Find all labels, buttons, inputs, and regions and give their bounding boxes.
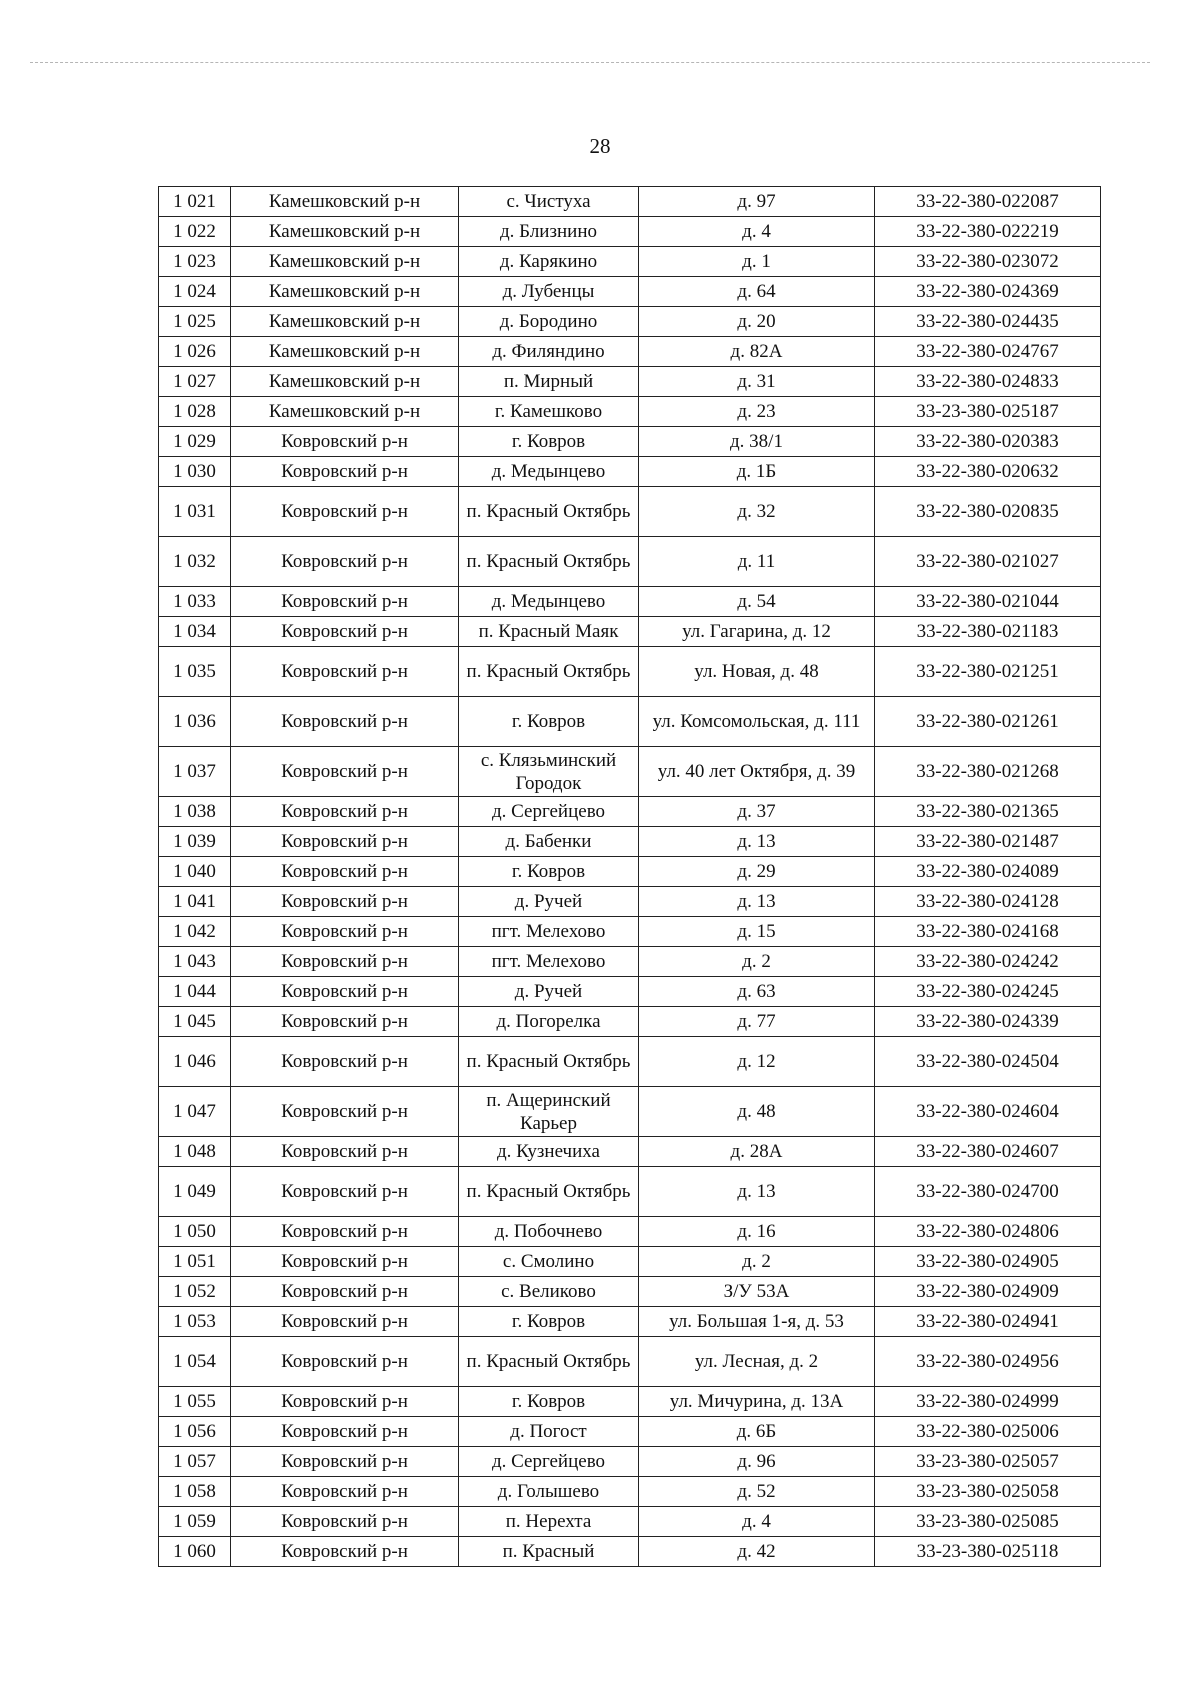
district-cell: Ковровский р-н [231,1277,459,1307]
address-cell: д. 64 [639,277,875,307]
locality-cell: д. Медынцево [459,457,639,487]
cadastral-id-cell: 33-22-380-021365 [875,797,1101,827]
locality-cell: д. Голышево [459,1477,639,1507]
row-number-cell: 1 026 [159,337,231,367]
table-row [159,1537,1101,1567]
address-cell: д. 38/1 [639,427,875,457]
locality-cell: д. Кузнечиха [459,1137,639,1167]
district-cell: Камешковский р-н [231,277,459,307]
row-number-cell: 1 055 [159,1387,231,1417]
address-cell: д. 31 [639,367,875,397]
cadastral-id-cell: 33-22-380-024369 [875,277,1101,307]
address-cell: д. 23 [639,397,875,427]
cadastral-id-cell: 33-22-380-021027 [875,537,1101,587]
cadastral-id-cell: 33-22-380-024604 [875,1087,1101,1137]
table-row [159,697,1101,747]
locality-cell: с. Клязьминский Городок [459,747,639,797]
district-cell: Ковровский р-н [231,1217,459,1247]
address-cell: З/У 53А [639,1277,875,1307]
cadastral-id-cell: 33-23-380-025187 [875,397,1101,427]
address-cell: д. 54 [639,587,875,617]
row-number-cell: 1 037 [159,747,231,797]
address-cell: д. 4 [639,1507,875,1537]
district-cell: Камешковский р-н [231,217,459,247]
cadastral-id-cell: 33-23-380-025057 [875,1447,1101,1477]
table-row [159,1337,1101,1387]
row-number-cell: 1 024 [159,277,231,307]
row-number-cell: 1 048 [159,1137,231,1167]
cadastral-id-cell: 33-22-380-024245 [875,977,1101,1007]
district-cell: Ковровский р-н [231,1417,459,1447]
address-cell: ул. Лесная, д. 2 [639,1337,875,1387]
row-number-cell: 1 033 [159,587,231,617]
district-cell: Ковровский р-н [231,797,459,827]
cadastral-id-cell: 33-23-380-025058 [875,1477,1101,1507]
district-cell: Ковровский р-н [231,457,459,487]
row-number-cell: 1 050 [159,1217,231,1247]
cadastral-id-cell: 33-22-380-021044 [875,587,1101,617]
address-cell: ул. Мичурина, д. 13А [639,1387,875,1417]
table-row [159,977,1101,1007]
address-cell: д. 13 [639,1167,875,1217]
row-number-cell: 1 038 [159,797,231,827]
address-cell: ул. Гагарина, д. 12 [639,617,875,647]
scan-edge-line [30,62,1150,63]
table-row [159,1037,1101,1087]
locality-cell: д. Филяндино [459,337,639,367]
address-cell: д. 28А [639,1137,875,1167]
address-cell: ул. Большая 1-я, д. 53 [639,1307,875,1337]
locality-cell: п. Красный Октябрь [459,537,639,587]
cadastral-id-cell: 33-22-380-023072 [875,247,1101,277]
cadastral-id-cell: 33-22-380-021487 [875,827,1101,857]
table-row [159,587,1101,617]
row-number-cell: 1 030 [159,457,231,487]
address-cell: д. 48 [639,1087,875,1137]
district-cell: Ковровский р-н [231,1137,459,1167]
registry-table-body [159,187,1101,1567]
district-cell: Ковровский р-н [231,947,459,977]
address-cell: д. 96 [639,1447,875,1477]
district-cell: Ковровский р-н [231,1387,459,1417]
table-row [159,857,1101,887]
locality-cell: д. Ручей [459,977,639,1007]
table-row [159,827,1101,857]
address-cell: д. 1Б [639,457,875,487]
address-cell: д. 20 [639,307,875,337]
locality-cell: д. Погост [459,1417,639,1447]
district-cell: Ковровский р-н [231,1507,459,1537]
district-cell: Ковровский р-н [231,1087,459,1137]
cadastral-id-cell: 33-22-380-021261 [875,697,1101,747]
row-number-cell: 1 042 [159,917,231,947]
table-row [159,1307,1101,1337]
row-number-cell: 1 059 [159,1507,231,1537]
row-number-cell: 1 039 [159,827,231,857]
table-row [159,307,1101,337]
locality-cell: п. Красный Маяк [459,617,639,647]
district-cell: Ковровский р-н [231,587,459,617]
table-row [159,397,1101,427]
cadastral-id-cell: 33-22-380-024089 [875,857,1101,887]
district-cell: Камешковский р-н [231,307,459,337]
table-row [159,797,1101,827]
table-row [159,917,1101,947]
district-cell: Ковровский р-н [231,617,459,647]
table-row [159,617,1101,647]
cadastral-id-cell: 33-22-380-024700 [875,1167,1101,1217]
district-cell: Ковровский р-н [231,977,459,1007]
locality-cell: г. Ковров [459,1307,639,1337]
address-cell: д. 29 [639,857,875,887]
address-cell: д. 1 [639,247,875,277]
district-cell: Ковровский р-н [231,1477,459,1507]
row-number-cell: 1 057 [159,1447,231,1477]
locality-cell: г. Ковров [459,1387,639,1417]
locality-cell: п. Красный [459,1537,639,1567]
cadastral-id-cell: 33-23-380-025118 [875,1537,1101,1567]
table-row [159,1137,1101,1167]
locality-cell: г. Камешково [459,397,639,427]
row-number-cell: 1 031 [159,487,231,537]
row-number-cell: 1 054 [159,1337,231,1387]
table-row [159,457,1101,487]
cadastral-id-cell: 33-22-380-024956 [875,1337,1101,1387]
cadastral-id-cell: 33-22-380-024607 [875,1137,1101,1167]
locality-cell: п. Ащеринский Карьер [459,1087,639,1137]
table-row [159,247,1101,277]
table-row [159,487,1101,537]
address-cell: д. 12 [639,1037,875,1087]
locality-cell: п. Красный Октябрь [459,487,639,537]
locality-cell: пгт. Мелехово [459,947,639,977]
row-number-cell: 1 023 [159,247,231,277]
cadastral-id-cell: 33-22-380-024504 [875,1037,1101,1087]
row-number-cell: 1 058 [159,1477,231,1507]
address-cell: д. 6Б [639,1417,875,1447]
address-cell: д. 77 [639,1007,875,1037]
row-number-cell: 1 056 [159,1417,231,1447]
locality-cell: д. Медынцево [459,587,639,617]
locality-cell: д. Близнино [459,217,639,247]
locality-cell: д. Ручей [459,887,639,917]
row-number-cell: 1 047 [159,1087,231,1137]
row-number-cell: 1 036 [159,697,231,747]
address-cell: д. 2 [639,947,875,977]
row-number-cell: 1 044 [159,977,231,1007]
district-cell: Ковровский р-н [231,747,459,797]
address-cell: ул. Новая, д. 48 [639,647,875,697]
locality-cell: пгт. Мелехово [459,917,639,947]
table-row [159,1477,1101,1507]
cadastral-id-cell: 33-22-380-021251 [875,647,1101,697]
cadastral-id-cell: 33-22-380-020632 [875,457,1101,487]
locality-cell: с. Чистуха [459,187,639,217]
row-number-cell: 1 029 [159,427,231,457]
cadastral-id-cell: 33-23-380-025085 [875,1507,1101,1537]
locality-cell: д. Погорелка [459,1007,639,1037]
row-number-cell: 1 049 [159,1167,231,1217]
cadastral-id-cell: 33-22-380-022219 [875,217,1101,247]
district-cell: Камешковский р-н [231,367,459,397]
locality-cell: с. Смолино [459,1247,639,1277]
locality-cell: п. Мирный [459,367,639,397]
district-cell: Ковровский р-н [231,917,459,947]
district-cell: Ковровский р-н [231,1447,459,1477]
address-cell: д. 32 [639,487,875,537]
district-cell: Ковровский р-н [231,537,459,587]
cadastral-id-cell: 33-22-380-024806 [875,1217,1101,1247]
district-cell: Ковровский р-н [231,1307,459,1337]
address-cell: д. 4 [639,217,875,247]
registry-table [158,186,1101,1567]
address-cell: д. 63 [639,977,875,1007]
row-number-cell: 1 041 [159,887,231,917]
page-number: 28 [589,134,611,158]
row-number-cell: 1 028 [159,397,231,427]
cadastral-id-cell: 33-22-380-024833 [875,367,1101,397]
cadastral-id-cell: 33-22-380-021268 [875,747,1101,797]
district-cell: Камешковский р-н [231,397,459,427]
table-row [159,647,1101,697]
address-cell: д. 13 [639,827,875,857]
row-number-cell: 1 022 [159,217,231,247]
cadastral-id-cell: 33-22-380-024905 [875,1247,1101,1277]
district-cell: Ковровский р-н [231,1037,459,1087]
locality-cell: д. Побочнево [459,1217,639,1247]
table-row [159,1247,1101,1277]
row-number-cell: 1 051 [159,1247,231,1277]
locality-cell: г. Ковров [459,697,639,747]
table-row [159,1007,1101,1037]
table-row [159,537,1101,587]
cadastral-id-cell: 33-22-380-024909 [875,1277,1101,1307]
district-cell: Ковровский р-н [231,1167,459,1217]
row-number-cell: 1 025 [159,307,231,337]
table-row [159,337,1101,367]
district-cell: Ковровский р-н [231,1337,459,1387]
address-cell: ул. 40 лет Октября, д. 39 [639,747,875,797]
locality-cell: г. Ковров [459,857,639,887]
table-row [159,1167,1101,1217]
cadastral-id-cell: 33-22-380-021183 [875,617,1101,647]
locality-cell: п. Красный Октябрь [459,1167,639,1217]
district-cell: Ковровский р-н [231,427,459,457]
address-cell: ул. Комсомольская, д. 111 [639,697,875,747]
locality-cell: д. Сергейцево [459,1447,639,1477]
table-row [159,277,1101,307]
address-cell: д. 82А [639,337,875,367]
row-number-cell: 1 045 [159,1007,231,1037]
table-row [159,1387,1101,1417]
district-cell: Ковровский р-н [231,1537,459,1567]
table-row [159,1417,1101,1447]
district-cell: Ковровский р-н [231,697,459,747]
locality-cell: д. Лубенцы [459,277,639,307]
district-cell: Камешковский р-н [231,247,459,277]
cadastral-id-cell: 33-22-380-024242 [875,947,1101,977]
district-cell: Ковровский р-н [231,857,459,887]
table-row [159,1087,1101,1137]
row-number-cell: 1 027 [159,367,231,397]
address-cell: д. 97 [639,187,875,217]
district-cell: Камешковский р-н [231,337,459,367]
table-row [159,1507,1101,1537]
row-number-cell: 1 060 [159,1537,231,1567]
address-cell: д. 15 [639,917,875,947]
district-cell: Ковровский р-н [231,1007,459,1037]
cadastral-id-cell: 33-22-380-024999 [875,1387,1101,1417]
cadastral-id-cell: 33-22-380-025006 [875,1417,1101,1447]
table-row [159,187,1101,217]
table-row [159,887,1101,917]
table-row [159,217,1101,247]
cadastral-id-cell: 33-22-380-024941 [875,1307,1101,1337]
cadastral-id-cell: 33-22-380-024767 [875,337,1101,367]
address-cell: д. 13 [639,887,875,917]
district-cell: Ковровский р-н [231,487,459,537]
address-cell: д. 2 [639,1247,875,1277]
locality-cell: п. Нерехта [459,1507,639,1537]
row-number-cell: 1 046 [159,1037,231,1087]
row-number-cell: 1 043 [159,947,231,977]
locality-cell: д. Бабенки [459,827,639,857]
cadastral-id-cell: 33-22-380-024435 [875,307,1101,337]
table-row [159,947,1101,977]
row-number-cell: 1 053 [159,1307,231,1337]
table-row [159,1447,1101,1477]
locality-cell: с. Великово [459,1277,639,1307]
cadastral-id-cell: 33-22-380-020383 [875,427,1101,457]
locality-cell: п. Красный Октябрь [459,1037,639,1087]
address-cell: д. 11 [639,537,875,587]
district-cell: Ковровский р-н [231,887,459,917]
row-number-cell: 1 035 [159,647,231,697]
table-row [159,1217,1101,1247]
table-row [159,367,1101,397]
locality-cell: г. Ковров [459,427,639,457]
address-cell: д. 52 [639,1477,875,1507]
locality-cell: д. Сергейцево [459,797,639,827]
cadastral-id-cell: 33-22-380-024128 [875,887,1101,917]
table-row [159,1277,1101,1307]
locality-cell: д. Бородино [459,307,639,337]
table-row [159,747,1101,797]
locality-cell: д. Карякино [459,247,639,277]
address-cell: д. 16 [639,1217,875,1247]
address-cell: д. 37 [639,797,875,827]
row-number-cell: 1 052 [159,1277,231,1307]
row-number-cell: 1 034 [159,617,231,647]
district-cell: Ковровский р-н [231,827,459,857]
address-cell: д. 42 [639,1537,875,1567]
district-cell: Камешковский р-н [231,187,459,217]
cadastral-id-cell: 33-22-380-024168 [875,917,1101,947]
cadastral-id-cell: 33-22-380-022087 [875,187,1101,217]
cadastral-id-cell: 33-22-380-024339 [875,1007,1101,1037]
row-number-cell: 1 021 [159,187,231,217]
locality-cell: п. Красный Октябрь [459,647,639,697]
district-cell: Ковровский р-н [231,1247,459,1277]
row-number-cell: 1 032 [159,537,231,587]
row-number-cell: 1 040 [159,857,231,887]
district-cell: Ковровский р-н [231,647,459,697]
locality-cell: п. Красный Октябрь [459,1337,639,1387]
table-row [159,427,1101,457]
cadastral-id-cell: 33-22-380-020835 [875,487,1101,537]
